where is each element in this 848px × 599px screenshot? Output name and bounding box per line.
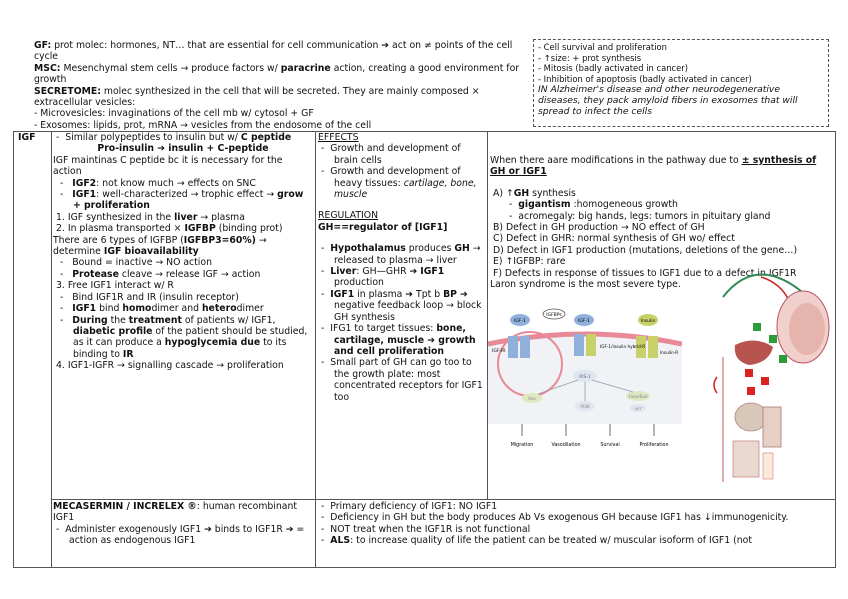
reg-hypo-a: Hypothalamus xyxy=(330,243,406,255)
indication-als-text: : to increase quality of life the patient can be treated w/ muscular isoform of IGF1 (not xyxy=(350,535,753,547)
spacer xyxy=(318,200,485,210)
gigantism-item: - gigantism :homogeneous growth xyxy=(509,199,678,211)
figure-label-igf1: IGF-1 xyxy=(514,319,526,324)
bracket-red xyxy=(714,377,717,393)
reg-growth-plate: Small part of GH can go too to the growth plate: most concentrated receptors for IGF1 too xyxy=(330,357,483,403)
regulation-item: - IFG1 to target tissues: bone, cartilage, muscle ➔ growth and cell proliferation xyxy=(321,323,476,357)
reg-plasma-c: BP xyxy=(443,288,457,300)
col1-intro-line: - Similar polypeptides to insulin but w/ C peptide xyxy=(56,132,292,143)
col1-step1 xyxy=(53,212,313,223)
col1-step3: 3. Free IGF1 interact w/ R xyxy=(56,280,174,292)
marker-green xyxy=(753,323,761,331)
gigantism-text: :homogeneous growth xyxy=(570,199,678,211)
reg-target-a: IFG1 to target tissues: xyxy=(330,323,437,335)
regulation-item: - IGF1 in plasma ➔ Tpt b BP ➔ negative feedback loop → block GH synthesis xyxy=(321,288,482,323)
col2-effects-regulation xyxy=(318,132,485,498)
microvesicles-bullet: - Microvesicles: invaginations of the cell mb w/ cytosol + GF xyxy=(34,108,314,120)
col1-igfbp-d: IGF bioavailability xyxy=(103,246,199,258)
figure-label-insulin: Insulin xyxy=(640,319,656,324)
spacer xyxy=(318,233,485,243)
indications-section xyxy=(318,501,832,565)
table-divider-row xyxy=(51,499,836,500)
secretome-paragraph xyxy=(34,86,522,109)
col1-treat-i: IR xyxy=(122,348,134,360)
col1-c-peptide-note: IGF maintinas C peptide bc it is necessary for the action xyxy=(53,154,283,178)
pathology-head-a: When there aare modifications in the pathway due to xyxy=(490,155,742,166)
indication-item: - ALS: to increase quality of life the patient can be treated w/ muscular isoform of IGF1 (not xyxy=(321,535,753,547)
reg-hypo-c: GH xyxy=(454,243,470,255)
col1-bound-item: - Bound = inactive → NO action xyxy=(60,257,212,269)
side-note-box xyxy=(533,39,829,127)
pathology-head-b: ± synthesis of GH or IGF1 xyxy=(490,155,817,178)
msc-paragraph xyxy=(34,63,522,86)
figure-label-ras: Ras xyxy=(528,396,536,401)
col1-intro-b: C peptide xyxy=(240,132,292,143)
col1-treat-b: the xyxy=(107,314,129,326)
col1-igfbp-note xyxy=(53,235,313,258)
mecasermin-desc: : human recombinant IGF1 xyxy=(53,501,298,524)
regulation-item: - Small part of GH can go too to the growth plate: most concentrated receptors for IGF1 too xyxy=(321,357,483,403)
reg-hypo-d: → released to plasma → liver xyxy=(334,243,481,266)
pathology-a-2: GH xyxy=(513,187,530,199)
col1-step4: 4. IGF1-IGFR → signalling cascade → proliferation xyxy=(56,360,284,372)
col1-dimer-item: - IGF1 bind homodimer and heterodimer xyxy=(60,303,264,315)
col1-intro-a: Similar polypeptides to insulin but w/ xyxy=(65,132,241,143)
mecasermin-name: MECASERMIN / INCRELEX ® xyxy=(53,501,197,512)
regulation-heading: REGULATION xyxy=(318,210,379,222)
marker-red xyxy=(745,369,753,377)
hybrid-receptor-a xyxy=(574,334,584,356)
gigantism-label: gigantism xyxy=(518,199,571,211)
col1-protease-item: - Protease cleave → release IGF → action xyxy=(60,268,261,280)
col1-step2-c: (binding prot) xyxy=(215,223,283,235)
side-note-line: - Cell survival and proliferation xyxy=(538,42,667,52)
exosomes-bullet: - Exosomes: lipids, prot, mRNA → vesicles from the endosome of the cell xyxy=(34,119,372,131)
laron-note: Laron syndrome is the most severe type. xyxy=(490,279,681,291)
regulation-item: - Liver: GH—GHR ➔ IGF1 production xyxy=(321,266,445,289)
secretome-label: SECRETOME: xyxy=(34,85,101,97)
mecasermin-item: - Administer exogenously IGF1 ➔ binds to IGF1R ➔ = action as endogenous IGF1 xyxy=(56,523,305,547)
col1-step2 xyxy=(53,223,313,234)
pathology-c: C) Defect in GHR: normal synthesis of GH wo/ effect xyxy=(493,233,735,245)
alzheimer-note: IN Alzheimer's disease and other neurodegenerative diseases, they pack amyloid fibers in exosomes that will spread to infect the cells xyxy=(538,84,798,118)
table-border-right xyxy=(835,131,836,568)
indication-gh-deficiency: Deficiency in GH but the body produces Ab Vs exogenous GH because IGF1 has ↓immunogenicity. xyxy=(330,512,789,524)
bone-joint-icon xyxy=(735,403,767,431)
col1-step1-b: liver xyxy=(174,211,198,223)
liver-icon xyxy=(735,340,773,365)
col1-igf2-text: : not know much → effects on SNC xyxy=(96,177,256,189)
col1-igf1-text: : well-characterized → trophic effect → xyxy=(96,189,278,201)
msc-text-b: action, creating a good environment for growth xyxy=(34,62,520,86)
col1-treat-d: of patients w/ IGF1, xyxy=(181,314,276,326)
igf1r-receptor-a xyxy=(508,336,518,358)
side-note-line: - Mitosis (badly activated in cancer) xyxy=(538,63,688,74)
col1-bind-text: Bind IGF1R and IR (insulin receptor) xyxy=(72,291,239,303)
col1-step2-a: 2. In plasma transported × xyxy=(56,223,185,235)
reg-plasma-d: ➔ negative feedback loop → block GH synthesis xyxy=(334,288,482,323)
table-divider-label xyxy=(51,131,52,568)
col1-dimer-e: hetero xyxy=(201,303,237,315)
marker-red xyxy=(761,377,769,385)
msc-label: MSC: xyxy=(34,62,61,74)
col1-treatment-item: - During the treatment of patients w/ IGF1, diabetic profile of the patient should be studied, as it can produce a hypoglycemia due to its binding to IR xyxy=(60,314,308,360)
figure-label-akt: AKT xyxy=(634,406,642,411)
figure-label-irs: IRS-1 xyxy=(579,375,591,380)
msc-bold: paracrine xyxy=(280,62,331,74)
insulin-receptor-b xyxy=(648,336,658,358)
mecasermin-item-text: Administer exogenously IGF1 ➔ binds to IGF1R ➔ = action as endogenous IGF1 xyxy=(65,523,305,547)
figure-label-foxo: Foxo/Bad xyxy=(628,394,648,399)
col1-step1-c: → plasma xyxy=(197,211,245,223)
col1-igf1-label: IGF1 xyxy=(72,189,97,201)
indication-igf1r: NOT treat when the IGF1R is not functional xyxy=(330,523,531,535)
indication-item: - Primary deficiency of IGF1: NO IGF1 xyxy=(321,501,498,512)
spacer xyxy=(490,178,833,188)
side-note-line: - Inhibition of apoptosis (badly activated in cancer) xyxy=(538,73,752,84)
igf-table xyxy=(13,131,836,568)
effect-item: - Growth and development of heavy tissues: cartilage, bone, muscle xyxy=(321,166,477,201)
col1-protease-text: cleave → release IGF → action xyxy=(118,268,261,280)
msc-text-a: Mesenchymal stem cells → produce factors w/ xyxy=(60,62,281,74)
label-box xyxy=(763,453,773,479)
gf-label: GF: xyxy=(34,40,52,51)
gf-text: prot molec: hormones, NT… that are essential for cell communication ➔ act on ≠ points of the cell cycle xyxy=(34,40,513,63)
row-label-igf: IGF xyxy=(18,132,36,143)
indication-item: - NOT treat when the IGF1R is not functional xyxy=(321,523,531,535)
reg-plasma-a: IGF1 xyxy=(330,288,355,300)
mecasermin-section xyxy=(53,501,313,565)
col1-igf2-item: - IGF2: not know much → effects on SNC xyxy=(60,177,256,189)
igf1r-receptor-b xyxy=(520,336,530,358)
pathology-f: F) Defects in response of tissues to IGF1 due to a defect in IGF1R xyxy=(493,267,797,279)
col1-step1-a: 1. IGF synthesized in the xyxy=(56,211,175,223)
brain-inner-icon xyxy=(789,303,825,355)
figure-label-igf1r: IGF-IR xyxy=(492,349,506,354)
gf-paragraph xyxy=(34,40,522,63)
col1-igf1-bold: grow + proliferation xyxy=(73,189,304,212)
reg-liver-a: Liver xyxy=(330,266,357,278)
col1-dimer-d: dimer and xyxy=(151,303,202,315)
pathology-e: E) ↑IGFBP: rare xyxy=(493,256,566,268)
figure-label-igfbp: IGFBPs xyxy=(546,313,562,318)
col1-dimer-f: dimer xyxy=(236,303,264,315)
figure-label-vasodilation: Vasodilation xyxy=(551,443,581,448)
effect-heavy-a: Growth and development of heavy tissues: xyxy=(330,166,461,189)
col1-treat-c: treatment xyxy=(128,314,182,326)
figure-label-hybrid: IGF-1/insulin hybrid-R xyxy=(600,344,646,349)
col1-treat-h: to its binding to xyxy=(73,337,287,360)
reg-liver-c: IGF1 xyxy=(420,266,445,278)
muscle-icon xyxy=(733,441,759,477)
figure-label-pi3k: PI3K xyxy=(580,404,590,409)
acromegaly-item: - acromegaly: big hands, legs: tumors in pituitary gland xyxy=(509,210,771,222)
effect-item: - Growth and development of brain cells xyxy=(321,143,461,166)
marker-red xyxy=(747,387,755,395)
col1-treat-g: hypoglycemia due xyxy=(164,337,261,349)
intro-section xyxy=(34,40,522,131)
pathology-b: B) Defect in GH production → NO effect of GH xyxy=(493,222,705,234)
igf-signaling-figure xyxy=(488,306,682,458)
reg-liver-d: production xyxy=(334,277,384,289)
figure-label-migration: Migration xyxy=(510,443,534,448)
pathology-a-1: A) ↑ xyxy=(493,187,514,199)
gh-igf-axis-figure xyxy=(703,257,833,495)
table-border-bottom xyxy=(13,567,836,568)
col1-treat-f: of the patient should be studied, as it can produce a xyxy=(73,325,308,349)
indication-primary: Primary deficiency of IGF1: NO IGF1 xyxy=(330,501,498,512)
col1-igf1-item: - IGF1: well-characterized → trophic effect → grow + proliferation xyxy=(60,189,304,212)
col1-step2-b: IGFBP xyxy=(184,223,216,235)
col1-igfbp-a: There are 6 types of IGFBP ( xyxy=(53,234,184,246)
reg-plasma-b: in plasma ➔ Tpt b xyxy=(354,288,444,300)
marker-green xyxy=(779,355,787,363)
col1-bind-item: - Bind IGF1R and IR (insulin receptor) xyxy=(60,291,239,303)
hybrid-receptor-b xyxy=(586,334,596,356)
regulation-item: - Hypothalamus produces GH → released to plasma → liver xyxy=(321,243,481,266)
col1-treat-e: diabetic profile xyxy=(73,325,153,337)
effect-brain: Growth and development of brain cells xyxy=(330,143,461,166)
col1-dimer-a: IGF1 xyxy=(72,303,97,315)
regulation-line: GH==regulator of [IGF1] xyxy=(318,221,448,233)
table-divider-col2 xyxy=(315,131,316,568)
indication-als-label: ALS xyxy=(330,535,351,547)
col1-igfbp-c: → determine xyxy=(53,234,267,258)
pathology-a-3: synthesis xyxy=(529,187,576,199)
col1-mechanism xyxy=(53,132,313,498)
pathology-d: D) Defect in IGF1 production (mutations, deletions of the gene…) xyxy=(493,244,798,256)
col1-dimer-c: homo xyxy=(122,303,152,315)
figure-label-proliferation: Proliferation xyxy=(639,443,669,448)
marker-green xyxy=(769,335,777,343)
effect-heavy-b: cartilage, bone, muscle xyxy=(334,177,477,201)
col1-protease-label: Protease xyxy=(72,268,119,280)
mecasermin-title xyxy=(53,501,313,524)
col1-dimer-b: bind xyxy=(96,303,123,315)
col1-igfbp-b: IGFBP3=60%) xyxy=(183,234,256,246)
figure-label-insr: Insulin-R xyxy=(660,350,679,355)
acromegaly-text: acromegaly: big hands, legs: tumors in pituitary gland xyxy=(518,210,771,222)
reg-target-b: bone, cartilage, muscle ➔ growth and cell proliferation xyxy=(334,323,476,357)
col1-igf2-label: IGF2 xyxy=(72,177,97,189)
col1-bound-text: Bound = inactive → NO action xyxy=(72,257,212,269)
effects-heading: EFFECTS xyxy=(318,132,359,143)
col1-treat-a: During xyxy=(72,314,108,326)
table-border-left xyxy=(13,131,14,568)
figure-label-igf1b: IGF-1 xyxy=(578,319,590,324)
secretome-text: molec synthesized in the cell that will be secreted. They are mainly composed × extracellular vesicles: xyxy=(34,85,480,109)
pathology-heading xyxy=(490,155,833,178)
reg-liver-b: : GH—GHR ➔ xyxy=(356,266,421,278)
side-note-line: - ↑size: + prot synthesis xyxy=(538,52,642,63)
indication-item: - Deficiency in GH but the body produces Ab Vs exogenous GH because IGF1 has ↓immunogenicity. xyxy=(321,512,789,524)
pathology-a xyxy=(490,188,833,199)
figure-label-survival: Survival xyxy=(600,443,620,448)
growth-plate-icon xyxy=(763,407,781,447)
reg-hypo-b: produces xyxy=(405,243,455,255)
col1-proinsulin: Pro-insulin ➔ insulin + C-peptide xyxy=(97,143,269,155)
